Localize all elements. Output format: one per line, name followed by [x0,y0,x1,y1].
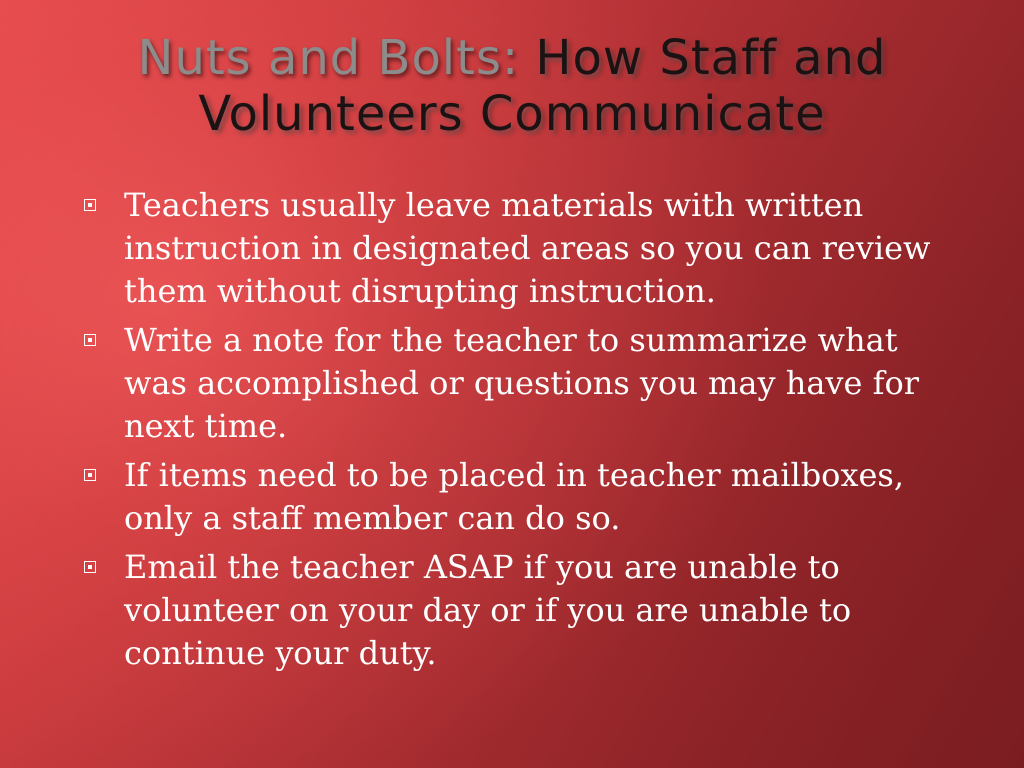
square-bullet-icon [84,334,96,346]
bullet-item [84,184,964,313]
square-bullet-icon [84,199,96,211]
bullet-text: Write a note for the teacher to summarize what was accomplished or questions you may have for next time. [124,321,919,445]
bullet-item [84,319,964,448]
square-bullet-icon [84,561,96,573]
bullet-list [84,184,964,681]
title-rest-line-2: Volunteers Communicate [198,86,826,142]
bullet-item [84,454,964,540]
bullet-item [84,546,964,675]
bullet-text: Teachers usually leave materials with written instruction in designated areas so you can review them without disrupting instruction. [124,186,931,310]
bullet-text: If items need to be placed in teacher mailboxes, only a staff member can do so. [124,456,905,537]
title-lead: Nuts and Bolts: [137,30,536,86]
bullet-text: Email the teacher ASAP if you are unable to volunteer on your day or if you are unable to continue your duty. [124,548,852,672]
square-bullet-icon [84,469,96,481]
title-line-1 [40,30,984,86]
slide-title [40,30,984,142]
title-rest-line-1: How Staff and [535,30,887,86]
